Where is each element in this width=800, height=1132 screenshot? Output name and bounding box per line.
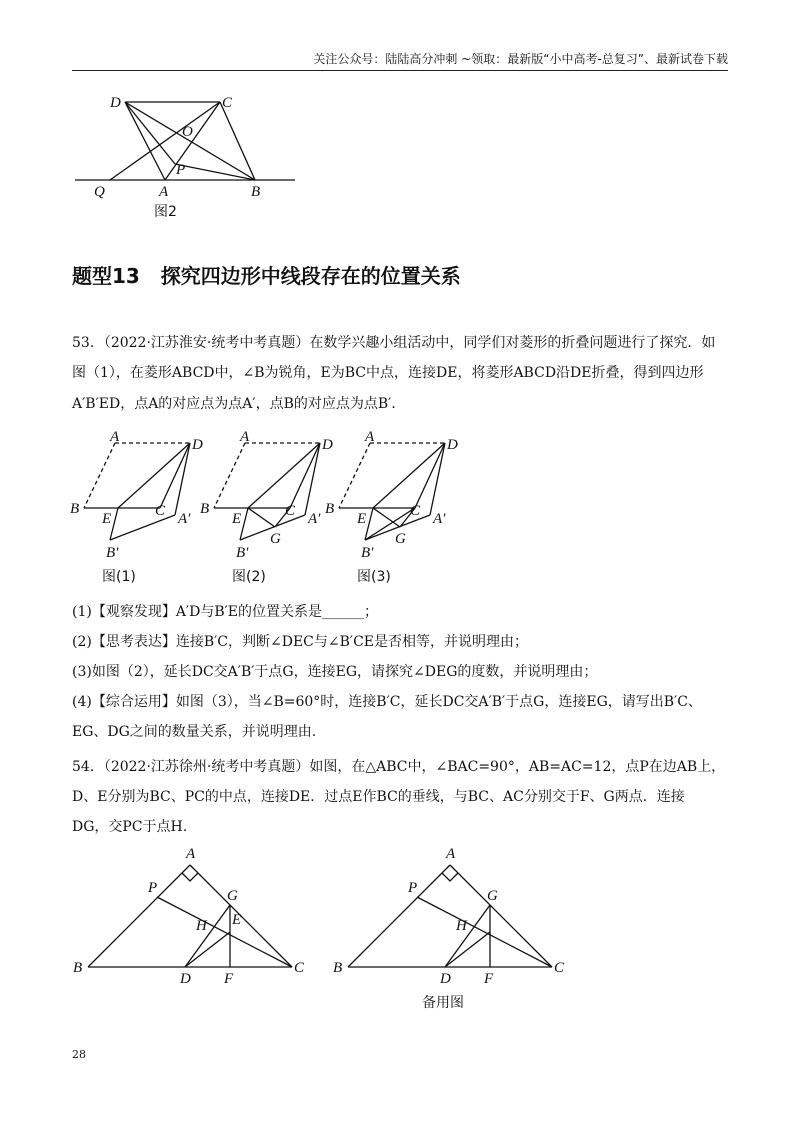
fig2-label-P: P [176, 162, 186, 178]
fig2-label-C: C [222, 95, 233, 111]
svg-text:A: A [446, 846, 456, 862]
q53-part4b: EG、DG之间的数量关系，并说明理由. [72, 724, 317, 740]
svg-text:P: P [408, 880, 418, 896]
svg-text:D: D [440, 971, 451, 987]
svg-text:A′: A′ [433, 511, 446, 527]
svg-text:D: D [192, 437, 203, 453]
svg-text:B: B [325, 501, 335, 517]
page-number: 28 [72, 1048, 86, 1061]
figure-q53-3 [325, 425, 458, 590]
svg-text:E: E [232, 511, 242, 527]
page-header: 关注公众号：陆陆高分冲刺 ~领取：最新版“小中高考-总复习”、最新试卷下载 [313, 52, 728, 66]
svg-text:G: G [395, 531, 406, 547]
header-rule [72, 70, 728, 71]
svg-text:D: D [322, 437, 333, 453]
svg-text:B: B [70, 501, 80, 517]
fig2-label-Q: Q [94, 184, 105, 200]
svg-text:B′: B′ [361, 545, 374, 561]
svg-text:B′: B′ [236, 545, 249, 561]
figure-q54-spare [330, 840, 580, 1015]
q54-line2: D、E分别为BC、PC的中点，连接DE．过点E作BC的垂线，与BC、AC分别交于F、G两点．连接 [72, 789, 685, 805]
caption-fig3: 图(3) [357, 569, 391, 585]
fig2-label-A: A [159, 184, 169, 200]
svg-text:G: G [227, 888, 238, 904]
svg-text:C: C [410, 503, 421, 519]
q54-line1: 54．（2022·江苏徐州·统考中考真题）如图，在△ABC中，∠BAC=90°，AB=AC=12，点P在边AB上， [72, 759, 726, 775]
svg-text:A′: A′ [308, 511, 321, 527]
svg-text:A: A [110, 429, 120, 445]
fig2-label-B: B [251, 184, 261, 200]
svg-text:H: H [456, 918, 467, 934]
svg-text:C: C [285, 503, 296, 519]
svg-text:G: G [487, 888, 498, 904]
fig2-label-D: D [110, 95, 121, 111]
svg-text:A: A [365, 429, 375, 445]
svg-text:D: D [447, 437, 458, 453]
figure-q53-1 [70, 425, 203, 590]
figure-q54-main [70, 840, 320, 990]
svg-text:E: E [232, 912, 242, 928]
fig2-label-O: O [182, 124, 193, 140]
caption-fig2: 图(2) [232, 569, 266, 585]
section-title: 题型13 探究四边形中线段存在的位置关系 [72, 264, 461, 288]
q53-part3: (3)如图（2），延长DC交A′B′于点G，连接EG，请探究∠DEG的度数，并说明理由； [72, 664, 598, 680]
q53-part4a: (4)【综合运用】如图（3），当∠B=60°时，连接B′C，延长DC交A′B′于点G，连接EG，请写出B′C、 [72, 694, 702, 710]
svg-text:F: F [484, 971, 494, 987]
svg-text:C: C [155, 503, 166, 519]
svg-text:B′: B′ [106, 545, 119, 561]
q53-line3: A′B′ED，点A的对应点为点A′，点B的对应点为点B′． [72, 396, 406, 412]
svg-text:B: B [73, 960, 83, 976]
svg-text:A: A [240, 429, 250, 445]
svg-text:C: C [294, 960, 305, 976]
svg-text:F: F [224, 971, 234, 987]
q53-part2: (2)【思考表达】连接B′C，判断∠DEC与∠B′CE是否相等，并说明理由； [72, 634, 529, 650]
caption-spare: 备用图 [422, 995, 464, 1011]
svg-text:B: B [200, 501, 210, 517]
svg-text:P: P [148, 880, 158, 896]
svg-text:A′: A′ [178, 511, 191, 527]
q53-line1: 53．（2022·江苏淮安·统考中考真题）在数学兴趣小组活动中，同学们对菱形的折叠问题进行了探究．如 [72, 335, 716, 351]
svg-text:D: D [180, 971, 191, 987]
svg-text:E: E [102, 511, 112, 527]
svg-text:G: G [270, 531, 281, 547]
svg-text:A: A [186, 846, 196, 862]
caption-fig1: 图(1) [102, 569, 136, 585]
figure-q53-2 [200, 425, 333, 590]
q53-line2: 图（1），在菱形ABCD中，∠B为锐角，E为BC中点，连接DE，将菱形ABCD沿DE折叠，得到四边形 [72, 365, 704, 381]
fig2-caption: 图2 [154, 204, 177, 220]
q53-part1: (1)【观察发现】A′D与B′E的位置关系是______； [72, 604, 379, 620]
svg-text:H: H [196, 918, 207, 934]
figure-2 [70, 90, 300, 230]
svg-text:E: E [357, 511, 367, 527]
q54-line3: DG，交PC于点H. [72, 819, 188, 835]
svg-text:B: B [333, 960, 343, 976]
svg-text:C: C [554, 960, 565, 976]
